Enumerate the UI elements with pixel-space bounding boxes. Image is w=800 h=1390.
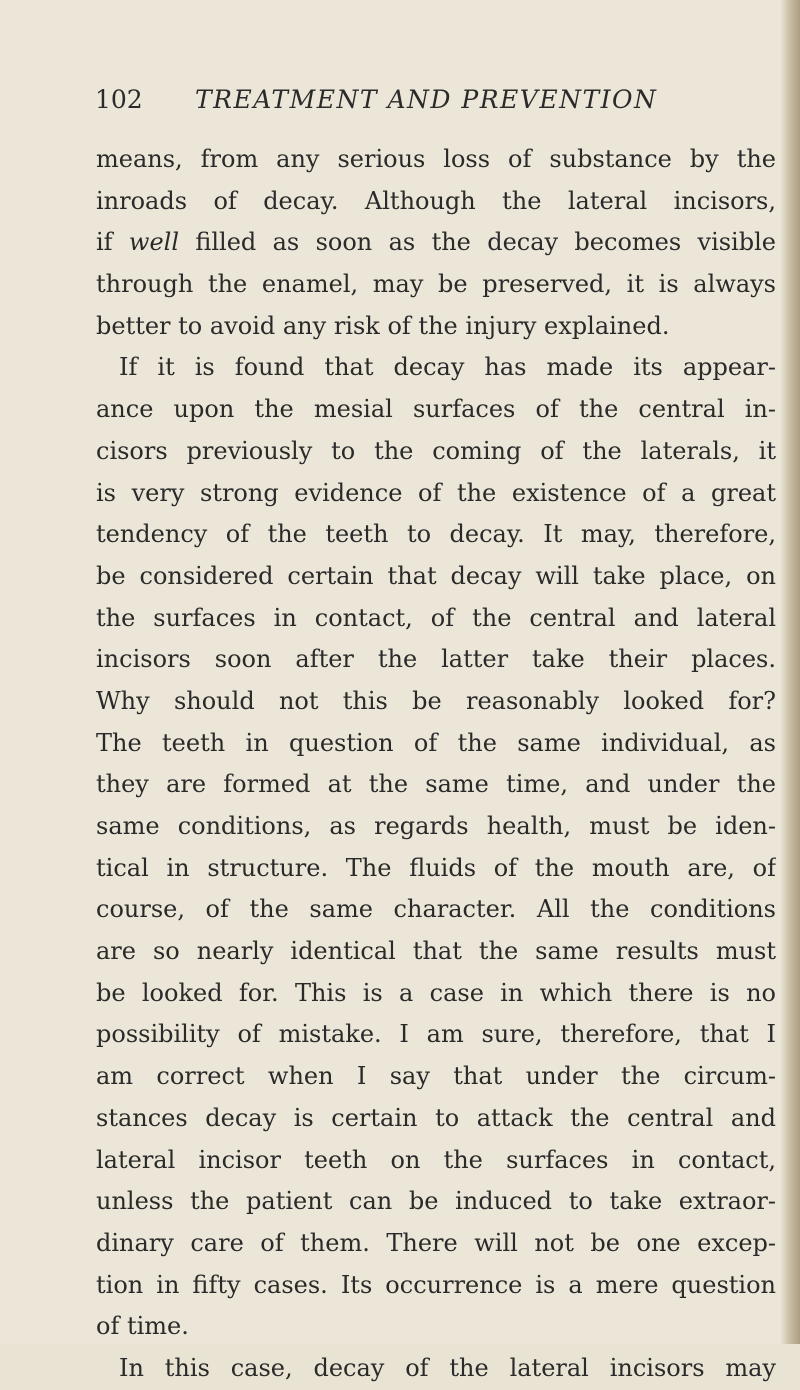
text-line: tical in structure. The fluids of the mouth are, of bbox=[96, 853, 776, 882]
paragraph-start: In this case, decay of the lateral incisors may bbox=[119, 1353, 776, 1382]
text-line: possibility of mistake. I am sure, therefore, that I bbox=[96, 1020, 776, 1049]
running-head bbox=[95, 80, 658, 120]
text-line: am correct when I say that under the circum- bbox=[96, 1062, 776, 1091]
body-text bbox=[96, 139, 776, 1390]
page-number: 102 bbox=[95, 85, 143, 114]
text-line: unless the patient can be induced to take extraor- bbox=[96, 1187, 776, 1216]
text-line: cisors previously to the coming of the laterals, it bbox=[96, 436, 776, 465]
text-line: same conditions, as regards health, must be iden- bbox=[96, 812, 776, 840]
text-line: inroads of decay. Although the lateral incisors, bbox=[96, 186, 776, 215]
text-line: be considered certain that decay will take place, on bbox=[96, 561, 776, 590]
text-span: filled as soon as the decay becomes visible bbox=[195, 228, 776, 257]
text-line: The teeth in question of the same individual, as bbox=[96, 728, 776, 757]
emphasized-word: well bbox=[128, 228, 180, 257]
text-line: tion in fifty cases. Its occurrence is a mere question bbox=[96, 1270, 776, 1299]
text-line: through the enamel, may be preserved, it is always bbox=[96, 270, 776, 299]
text-line bbox=[96, 222, 776, 264]
text-line: the surfaces in contact, of the central and lateral bbox=[96, 603, 776, 632]
text-span: if bbox=[96, 228, 113, 257]
text-line: stances decay is certain to attack the central and bbox=[96, 1103, 776, 1132]
text-line: better to avoid any risk of the injury explained. bbox=[96, 311, 670, 340]
text-line: lateral incisor teeth on the surfaces in contact, bbox=[96, 1145, 776, 1174]
text-line: incisors soon after the latter take their places. bbox=[96, 645, 776, 674]
running-head-title: TREATMENT AND PREVENTION bbox=[195, 85, 658, 114]
text-line: tendency of the teeth to decay. It may, therefore, bbox=[96, 520, 776, 549]
text-line: dinary care of them. There will not be one excep- bbox=[96, 1228, 776, 1257]
text-line: be looked for. This is a case in which there is no bbox=[96, 978, 776, 1007]
text-line: means, from any serious loss of substance by the bbox=[96, 145, 776, 173]
text-line: course, of the same character. All the conditions bbox=[96, 895, 776, 924]
page-edge-shadow bbox=[780, 0, 800, 1344]
text-line: ance upon the mesial surfaces of the central in- bbox=[96, 395, 776, 424]
text-line: Why should not this be reasonably looked for? bbox=[96, 686, 776, 715]
text-line: they are formed at the same time, and under the bbox=[96, 770, 776, 799]
text-line: is very strong evidence of the existence of a great bbox=[96, 478, 776, 507]
text-line: of time. bbox=[96, 1312, 189, 1341]
text-line: are so nearly identical that the same results must bbox=[96, 937, 776, 966]
paragraph-start: If it is found that decay has made its appear- bbox=[119, 353, 776, 382]
